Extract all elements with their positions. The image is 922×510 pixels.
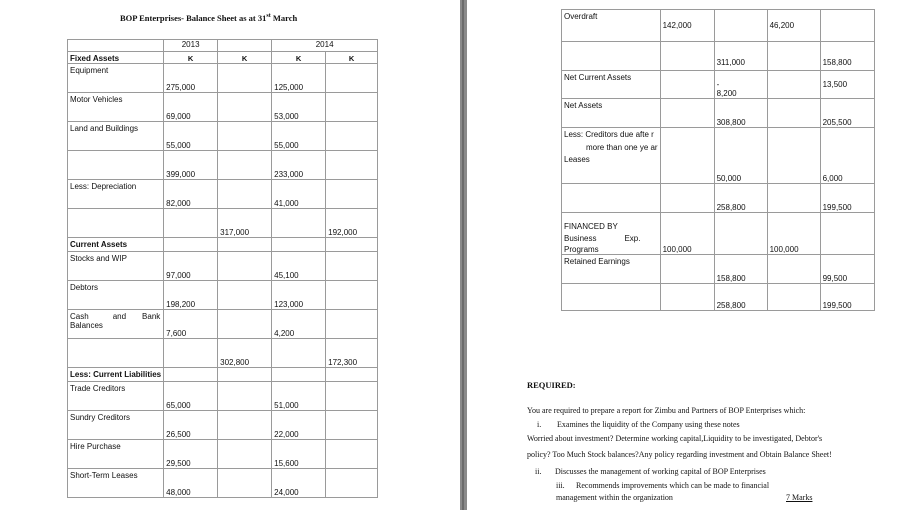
net-current-2014-line1: 158,800: [820, 42, 874, 71]
creditors-due-2014: 6,000: [820, 128, 874, 184]
net-current-2013-value2: 8,200: [716, 89, 737, 98]
table-row: [68, 252, 378, 281]
required-worried: Worried about investment? Determine working capital,Liquidity to be investigated, Debtor's: [527, 434, 823, 443]
table-row: [68, 122, 378, 151]
net-current-2014-line2: 13,500: [820, 71, 874, 99]
short-term-leases-label: Short-Term Leases: [68, 469, 164, 498]
stocks-label: Stocks and WIP: [68, 252, 164, 281]
long-subtotal-2014: 199,500: [820, 184, 874, 213]
land-buildings-label: Land and Buildings: [68, 122, 164, 151]
net-current-dash: -: [716, 80, 720, 89]
total-financed-2014: 199,500: [820, 284, 874, 311]
balance-sheet-left-table: [67, 39, 378, 498]
creditors-due-line1: Less: Creditors due afte r: [564, 130, 654, 139]
net-current-2013-line1: 311,000: [714, 42, 767, 71]
business-word: Business: [564, 234, 597, 243]
net-fixed-2014: 192,000: [326, 209, 378, 238]
balances-word: Balances: [70, 321, 103, 330]
cash-word: Cash: [70, 312, 89, 321]
table-row: [68, 209, 378, 238]
net-current-assets-label: Net Current Assets: [562, 71, 661, 99]
net-current-2013-line2: [714, 71, 767, 99]
stocks-2013: 97,000: [164, 252, 218, 281]
financed-by-heading: FINANCED BY: [564, 222, 618, 231]
required-heading: REQUIRED:: [527, 380, 576, 390]
item-i-number: i.: [537, 420, 542, 429]
motor-vehicles-2013: 69,000: [164, 93, 218, 122]
page-divider: [460, 0, 467, 510]
overdraft-label: Overdraft: [562, 10, 661, 42]
business-programs-2013: 100,000: [660, 213, 714, 255]
table-row: [68, 339, 378, 368]
item-i-text: Examines the liquidity of the Company using these notes: [557, 420, 740, 429]
required-item-ii: [535, 467, 766, 476]
equipment-2014: 125,000: [272, 64, 326, 93]
item-ii-text: Discusses the management of working capital of BOP Enterprises: [555, 467, 766, 476]
net-assets-2013: 308,800: [714, 99, 767, 128]
currency-k: K: [272, 52, 326, 64]
table-row: [68, 469, 378, 498]
retained-earnings-label: Retained Earnings: [562, 255, 661, 284]
hire-purchase-label: Hire Purchase: [68, 440, 164, 469]
required-policy: policy? Too Much Stock balances?Any policy regarding investment and Obtain Balance Sheet!: [527, 450, 832, 459]
exp-word: Exp.: [624, 234, 641, 243]
trade-creditors-2013: 65,000: [164, 382, 218, 411]
debtors-label: Debtors: [68, 281, 164, 310]
equipment-2013: 275,000: [164, 64, 218, 93]
table-row: [562, 71, 875, 99]
sundry-creditors-label: Sundry Creditors: [68, 411, 164, 440]
hire-purchase-2014: 15,600: [272, 440, 326, 469]
long-subtotal-2013: 258,800: [714, 184, 767, 213]
required-item-i: [537, 420, 740, 429]
title-superscript: st: [266, 13, 271, 20]
table-row: [68, 180, 378, 209]
depreciation-2014: 41,000: [272, 180, 326, 209]
retained-earnings-2014: 99,500: [820, 255, 874, 284]
debtors-2014: 123,000: [272, 281, 326, 310]
trade-creditors-2014: 51,000: [272, 382, 326, 411]
table-row: [68, 64, 378, 93]
currency-k: K: [164, 52, 218, 64]
net-fixed-2013: 317,000: [218, 209, 272, 238]
cash-2014: 4,200: [272, 310, 326, 339]
stocks-2014: 45,100: [272, 252, 326, 281]
debtors-2013: 198,200: [164, 281, 218, 310]
depreciation-label: Less: Depreciation: [68, 180, 164, 209]
table-row: [562, 10, 875, 42]
item-iii-number: iii.: [556, 481, 565, 490]
year-2013: 2013: [164, 40, 218, 52]
bank-word: Bank: [142, 312, 161, 321]
depreciation-2013: 82,000: [164, 180, 218, 209]
hire-purchase-2013: 29,500: [164, 440, 218, 469]
table-row: [562, 184, 875, 213]
table-row: [562, 99, 875, 128]
table-row: [68, 151, 378, 180]
overdraft-2014: 46,200: [767, 10, 820, 42]
current-liabilities-heading: Less: Current Liabilities: [68, 368, 164, 382]
net-assets-label: Net Assets: [562, 99, 661, 128]
item-iii-text: Recommends improvements which can be made to financial: [576, 481, 770, 490]
table-row: [68, 93, 378, 122]
and-word: and: [112, 312, 127, 321]
title-text: BOP Enterprises- Balance Sheet as at 31: [120, 13, 267, 23]
required-item-iii: [556, 481, 769, 490]
creditors-due-line3: Leases: [564, 155, 590, 164]
table-row: [562, 213, 875, 255]
business-programs-label: [562, 213, 661, 255]
creditors-due-2013: 50,000: [714, 128, 767, 184]
retained-earnings-2013: 158,800: [714, 255, 767, 284]
short-term-leases-2014: 24,000: [272, 469, 326, 498]
balance-sheet-right-table: [561, 9, 875, 311]
current-assets-heading: Current Assets: [68, 238, 164, 252]
total-current-2014: 172,300: [326, 339, 378, 368]
required-management: management within the organization: [556, 493, 673, 502]
total-current-2013: 302,800: [218, 339, 272, 368]
cash-bank-label: [68, 310, 164, 339]
table-row: [68, 281, 378, 310]
sundry-creditors-2014: 22,000: [272, 411, 326, 440]
equipment-label: Equipment: [68, 64, 164, 93]
net-assets-2014: 205,500: [820, 99, 874, 128]
motor-vehicles-2014: 53,000: [272, 93, 326, 122]
creditors-due-line2: more than one ye ar: [586, 143, 658, 152]
land-buildings-2014: 55,000: [272, 122, 326, 151]
table-row: [562, 128, 875, 184]
table-row: [562, 42, 875, 71]
sundry-creditors-2013: 26,500: [164, 411, 218, 440]
balance-sheet-title: [120, 13, 297, 23]
business-programs-2014: 100,000: [767, 213, 820, 255]
cash-2013: 7,600: [164, 310, 218, 339]
table-row: [562, 284, 875, 311]
table-row: [562, 255, 875, 284]
item-ii-number: ii.: [535, 467, 542, 476]
required-intro: You are required to prepare a report for Zimbu and Partners of BOP Enterprises which:: [527, 406, 806, 415]
land-buildings-2013: 55,000: [164, 122, 218, 151]
table-row: [68, 411, 378, 440]
currency-k: K: [218, 52, 272, 64]
programs-word: Programs: [564, 245, 599, 254]
trade-creditors-label: Trade Creditors: [68, 382, 164, 411]
title-end: March: [270, 13, 298, 23]
fixed-subtotal-2014: 233,000: [272, 151, 326, 180]
fixed-subtotal-2013: 399,000: [164, 151, 218, 180]
total-financed-2013: 258,800: [714, 284, 767, 311]
motor-vehicles-label: Motor Vehicles: [68, 93, 164, 122]
fixed-assets-heading: Fixed Assets: [68, 52, 164, 64]
currency-k: K: [326, 52, 378, 64]
short-term-leases-2013: 48,000: [164, 469, 218, 498]
year-2014: 2014: [272, 40, 378, 52]
overdraft-2013: 142,000: [660, 10, 714, 42]
table-row: [68, 440, 378, 469]
creditors-due-label: [562, 128, 661, 184]
table-row: [68, 382, 378, 411]
table-row: [68, 310, 378, 339]
marks-label: 7 Marks: [786, 493, 813, 502]
